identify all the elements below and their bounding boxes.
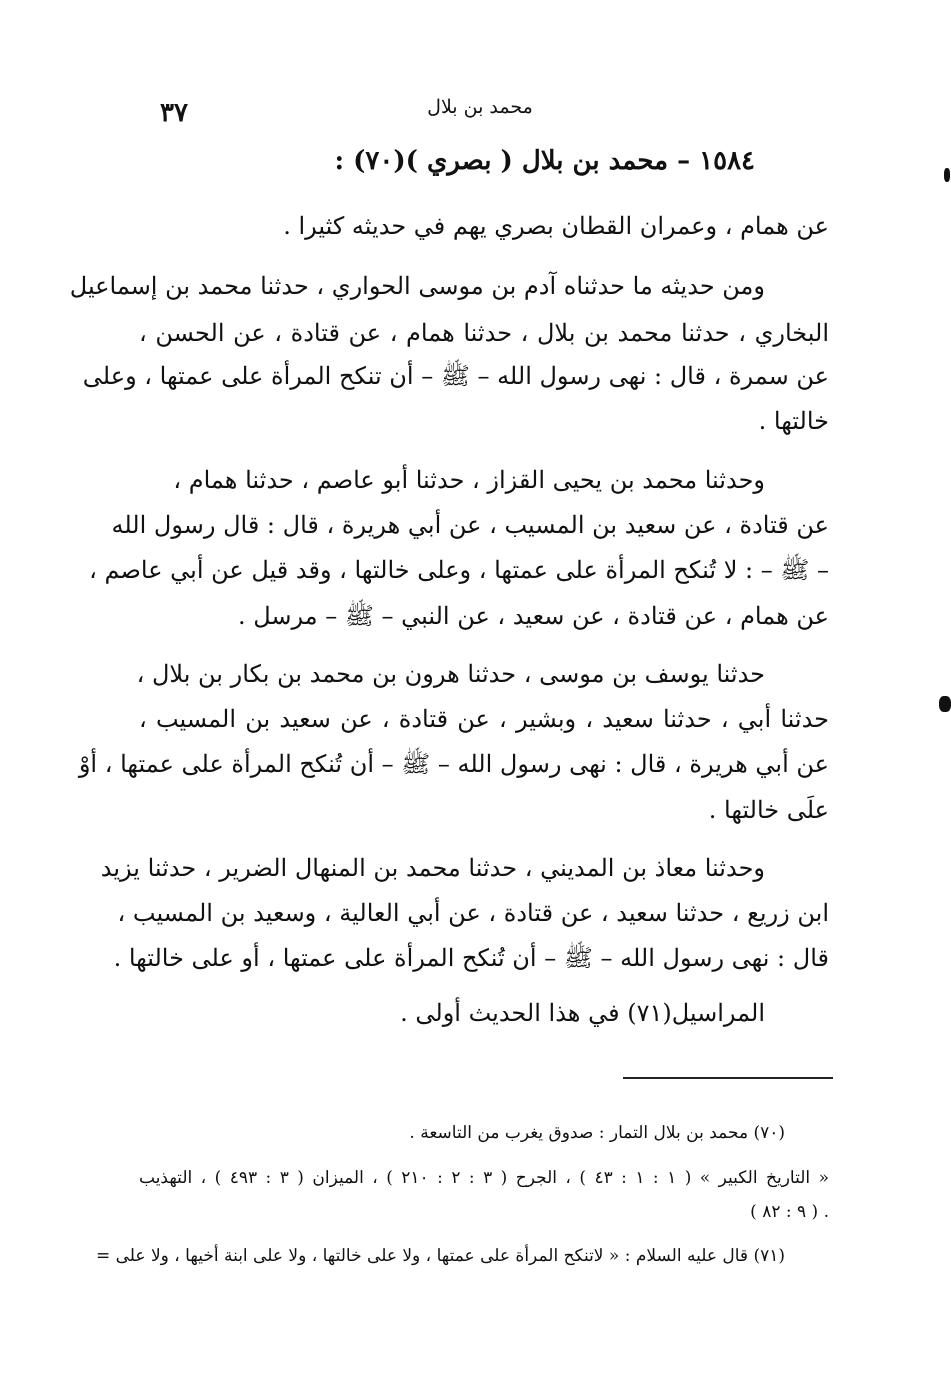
- ink-blot: [939, 696, 951, 712]
- body-line: المراسيل(٧١) في هذا الحديث أولى .: [400, 999, 765, 1027]
- body-line: ومن حديثه ما حدثناه آدم بن موسى الحواري ، حدثنا محمد بن إسماعيل: [69, 272, 765, 300]
- body-line: عن قتادة ، عن سعيد بن المسيب ، عن أبي هريرة ، قال : قال رسول الله: [111, 511, 829, 539]
- body-line: حدثنا أبي ، حدثنا سعيد ، وبشير ، عن قتادة ، عن سعيد بن المسيب ،: [139, 705, 829, 733]
- footnote: (٧٠) محمد بن بلال التمار : صدوق يغرب من التاسعة .: [409, 1123, 785, 1143]
- footnote-separator: [623, 1077, 833, 1079]
- footnote: ( ٩ : ٨٢ ) .: [750, 1202, 829, 1222]
- body-line: ابن زريع ، حدثنا سعيد ، عن قتادة ، عن أبي العالية ، وسعيد بن المسيب ،: [117, 899, 829, 927]
- running-header: محمد بن بلال: [427, 96, 533, 118]
- footnote: (٧١) قال عليه السلام : « لاتنكح المرأة على عمتها ، ولا على خالتها ، ولا على ابنة أخيها ، ولا على =: [95, 1246, 785, 1266]
- body-line: – ﷺ – : لا تُنكح المرأة على عمتها ، وعلى خالتها ، وقد قيل عن أبي عاصم ،: [89, 556, 829, 584]
- body-line: عن همام ، عن قتادة ، عن سعيد ، عن النبي – ﷺ – مرسل .: [237, 602, 829, 630]
- body-line: البخاري ، حدثنا محمد بن بلال ، حدثنا همام ، عن قتادة ، عن الحسن ،: [139, 319, 829, 347]
- body-line: عن سمرة ، قال : نهى رسول الله – ﷺ – أن تنكح المرأة على عمتها ، وعلى: [82, 362, 829, 390]
- body-line: قال : نهى رسول الله – ﷺ – أن تُنكح المرأة على عمتها ، أو على خالتها .: [113, 944, 829, 972]
- ink-blot: [944, 168, 950, 182]
- body-line: حدثنا يوسف بن موسى ، حدثنا هرون بن محمد بن بكار بن بلال ،: [136, 660, 765, 688]
- body-line: علَى خالتها .: [708, 796, 829, 824]
- body-line: عن همام ، وعمران القطان بصري يهم في حديثه كثيرا .: [283, 212, 829, 240]
- body-line: وحدثنا محمد بن يحيى القزاز ، حدثنا أبو عاصم ، حدثنا همام ،: [173, 466, 765, 494]
- footnote: « التاريخ الكبير » ( ١ : ١ : ٤٣ ) ، الجرح ( ٣ : ٢ : ٢١٠ ) ، الميزان ( ٣ : ٤٩٣ ) ، التهذيب: [139, 1168, 829, 1188]
- body-line: وحدثنا معاذ بن المديني ، حدثنا محمد بن المنهال الضرير ، حدثنا يزيد: [100, 854, 765, 882]
- body-line: عن أبي هريرة ، قال : نهى رسول الله – ﷺ – أن تُنكح المرأة على عمتها ، أوْ: [78, 750, 829, 778]
- page-number: ٣٧: [160, 98, 188, 128]
- entry-title: ١٥٨٤ – محمد بن بلال ( بصري )(٧٠) :: [334, 146, 755, 176]
- body-line: خالتها .: [758, 407, 829, 435]
